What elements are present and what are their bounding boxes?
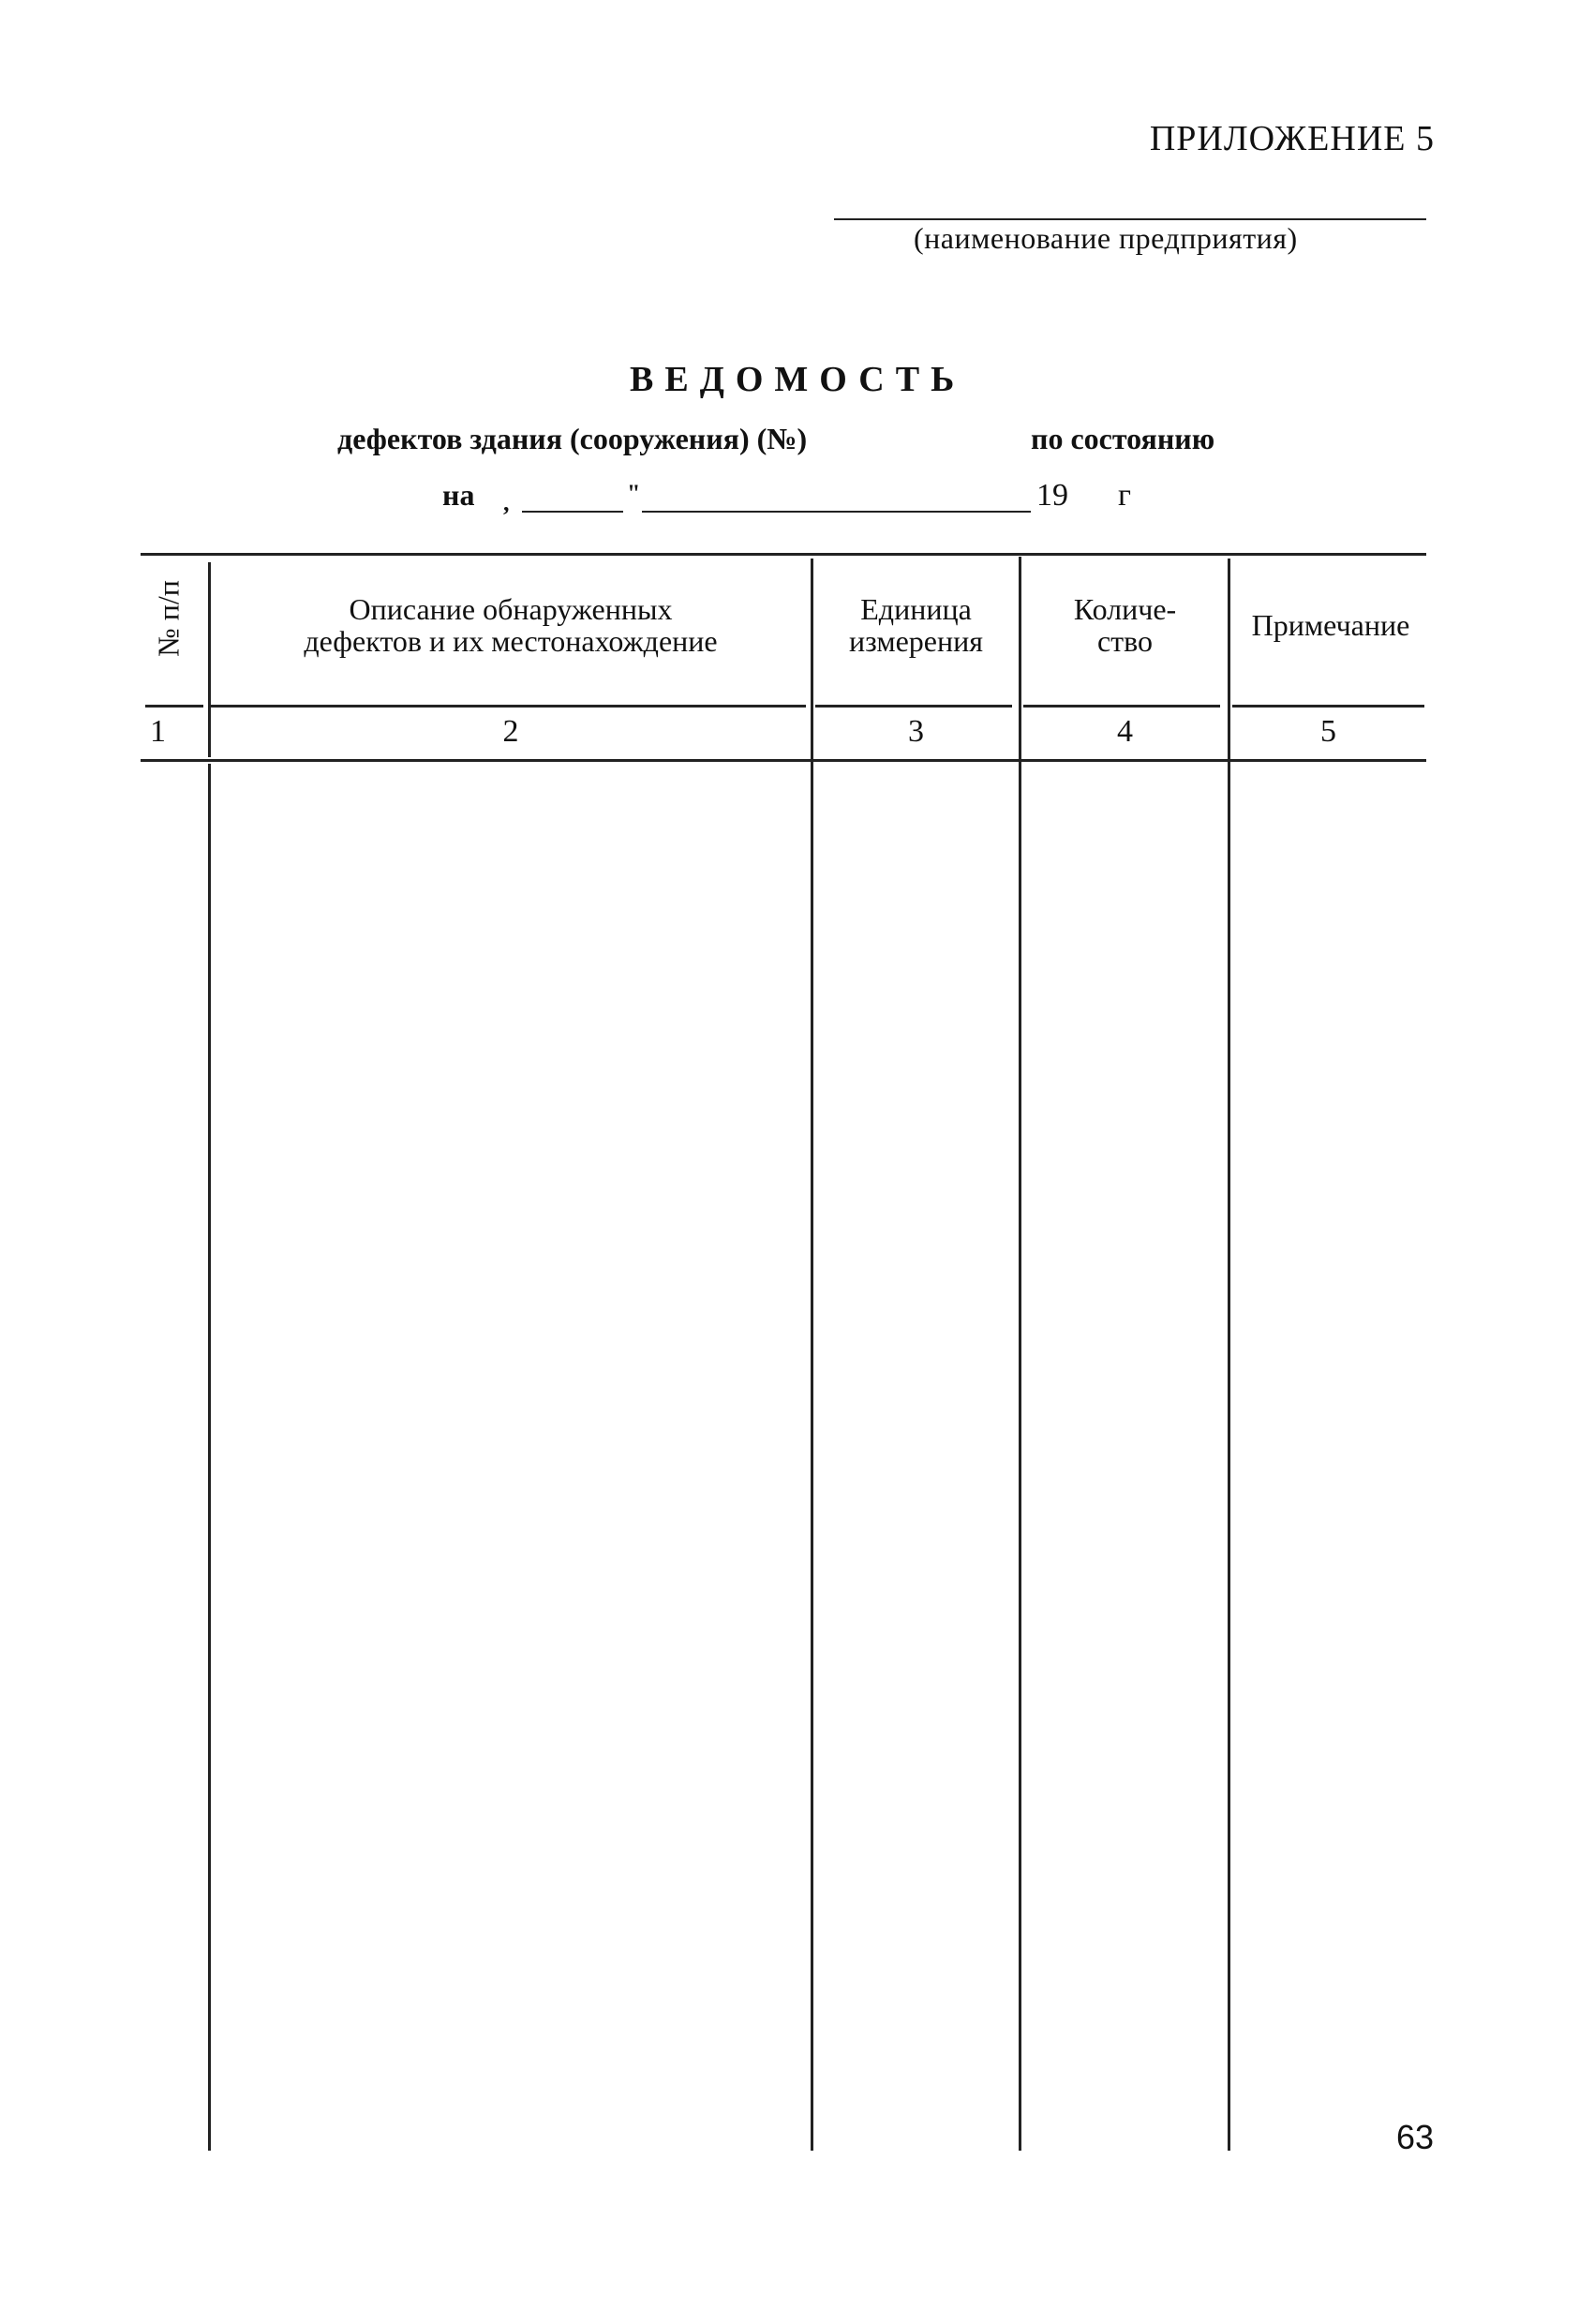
column-number-1: 1: [150, 714, 166, 749]
header-description-line1: Описание обнаруженных: [349, 592, 673, 626]
document-title: ВЕДОМОСТЬ: [630, 360, 966, 399]
column-separator-1-header: [208, 562, 211, 757]
header-description: [216, 593, 806, 657]
date-prefix: на: [442, 478, 475, 512]
header-unit-line2: измерения: [849, 624, 983, 658]
header-quantity: [1024, 593, 1226, 657]
header-row-number: № п/п: [151, 580, 186, 657]
year-prefix: 19: [1036, 478, 1068, 513]
status-label: по состоянию: [1031, 422, 1215, 455]
year-suffix: г: [1118, 478, 1131, 513]
appendix-label: ПРИЛОЖЕНИЕ 5: [1149, 119, 1435, 158]
column-number-3: 3: [908, 714, 924, 749]
table-top-border: [141, 553, 1426, 556]
column-number-5: 5: [1320, 714, 1336, 749]
header-divider-col1: [145, 705, 203, 708]
header-unit-line1: Единица: [860, 592, 972, 626]
organization-name-line: [834, 218, 1426, 220]
document-subtitle: дефектов здания (сооружения) (№): [337, 422, 808, 455]
column-separator-4: [1228, 559, 1230, 2151]
header-quantity-line2: ство: [1096, 624, 1154, 658]
header-unit: [815, 593, 1017, 657]
column-separator-3: [1019, 557, 1021, 2151]
opening-quote: ,: [503, 489, 510, 516]
header-description-line2: дефектов и их местонахождение: [304, 624, 718, 658]
column-number-4: 4: [1117, 714, 1133, 749]
organization-caption: (наименование предприятия): [914, 221, 1298, 255]
page-number: 63: [1396, 2118, 1435, 2156]
header-divider-col2: [211, 705, 806, 708]
header-divider-col3: [815, 705, 1012, 708]
column-separator-1: [208, 764, 211, 2151]
day-blank-line: [522, 511, 623, 513]
header-quantity-line1: Количе-: [1073, 592, 1177, 626]
header-note: Примечание: [1251, 608, 1410, 642]
column-separator-2: [811, 559, 813, 2151]
column-number-2: 2: [502, 714, 519, 749]
header-divider-col4: [1023, 705, 1220, 708]
month-blank-line: [642, 511, 1031, 513]
column-numbers-bottom-border: [141, 759, 1426, 762]
header-divider-col5: [1232, 705, 1424, 708]
closing-quote: ": [627, 480, 641, 507]
